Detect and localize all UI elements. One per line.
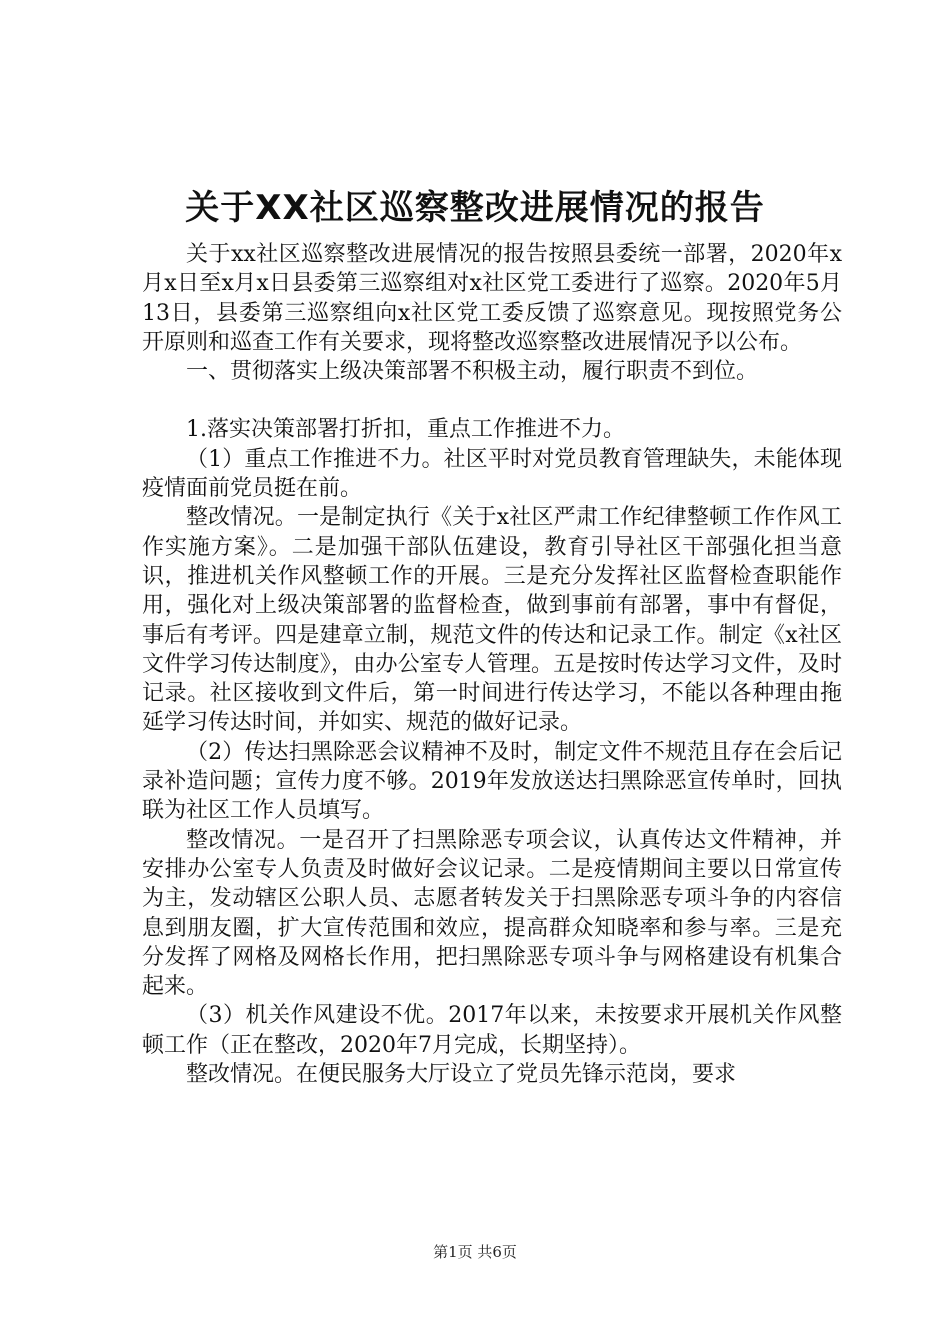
page-number: 第1页 共6页 [433,1243,517,1261]
intro-paragraph: 关于xx社区巡察整改进展情况的报告按照县委统一部署，2020年x月x日至x月x日县委第三巡察组对x社区党工委进行了巡察。2020年5月13日，县委第三巡察组向x社区党工委反馈了巡察意见。现按照党务公开原则和巡查工作有关要求，现将整改巡察整改进展情况予以公布。 [142,242,842,355]
issue-paragraph: （2）传达扫黑除恶会议精神不及时，制定文件不规范且存在会后记录补造问题；宣传力度不够。2019年发放送达扫黑除恶宣传单时，回执联为社区工作人员填写。 [142,739,842,824]
document-title: 关于XX社区巡察整改进展情况的报告 [185,188,765,228]
section-heading: 一、贯彻落实上级决策部署不积极主动，履行职责不到位。 [186,359,759,385]
rectification-paragraph: 整改情况。在便民服务大厅设立了党员先锋示范岗，要求 [186,1062,737,1088]
issue-paragraph: （3）机关作风建设不优。2017年以来，未按要求开展机关作风整顿工作（正在整改，2020年7月完成，长期坚持）。 [142,1003,842,1058]
rectification-paragraph: 整改情况。一是召开了扫黑除恶专项会议，认真传达文件精神，并安排办公室专人负责及时做好会议记录。二是疫情期间主要以日常宣传为主，发动辖区公职人员、志愿者转发关于扫黑除恶专项斗争的内容信息到朋友圈，扩大宣传范围和效应，提高群众知晓率和参与率。三是充分发挥了网格及网格长作用，把扫黑除恶专项斗争与网格建设有机集合起来。 [142,827,842,1000]
subsection-heading: 1.落实决策部署打折扣，重点工作推进不力。 [186,417,625,443]
document-body [142,240,842,1089]
rectification-paragraph: 整改情况。一是制定执行《关于x社区严肃工作纪律整顿工作作风工作实施方案》。二是加强干部队伍建设，教育引导社区干部强化担当意识，推进机关作风整顿工作的开展。三是充分发挥社区监督检查职能作用，强化对上级决策部署的监督检查，做到事前有部署，事中有督促，事后有考评。四是建章立制，规范文件的传达和记录工作。制定《x社区文件学习传达制度》，由办公室专人管理。五是按时传达学习文件，及时记录。社区接收到文件后，第一时间进行传达学习，不能以各种理由拖延学习传达时间，并如实、规范的做好记录。 [142,505,842,736]
issue-paragraph: （1）重点工作推进不力。社区平时对党员教育管理缺失，未能体现疫情面前党员挺在前。 [142,446,842,502]
